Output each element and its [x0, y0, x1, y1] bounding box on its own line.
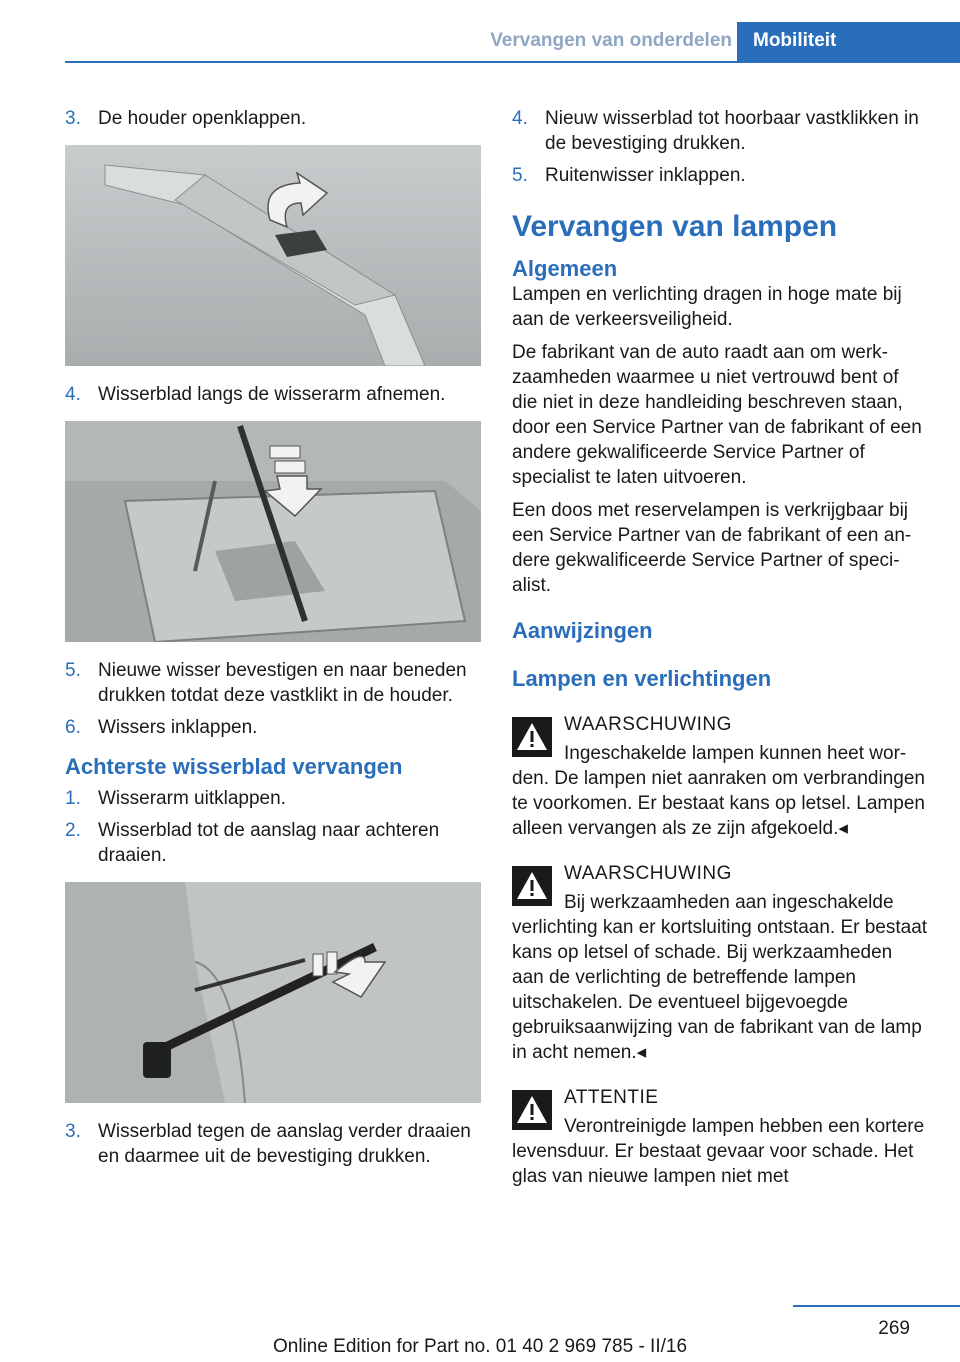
warning-triangle-icon [512, 1090, 552, 1130]
caution-text: Verontreinigde lampen hebben een kortere levensduur. Er bestaat gevaar voor schade. Het glas van nieuwe lampen niet met [512, 1116, 925, 1187]
step-press-new-blade [512, 106, 928, 156]
caution-label: ATTENTIE [564, 1087, 659, 1108]
header-section-title: Vervangen van onderdelen [490, 30, 732, 51]
caution-dirty-lamps [512, 1085, 928, 1189]
step-fold-wiper [512, 163, 928, 188]
warning-text: Ingeschakelde lampen kunnen heet worden. De lampen niet aanraken om verbrandingen te voorkomen. Er bestaat kans op letsel. Lampen alleen vervangen als ze zijn afgekoeld.◂ [512, 743, 925, 839]
heading-rear-wiper: Achterste wisserblad vervangen [65, 754, 403, 779]
footer-rule [793, 1305, 960, 1307]
paragraph-lamps-safety: Lampen en verlichting dragen in hoge mate bij aan de verkeersveiligheid. [512, 284, 902, 330]
step-fit-new-wiper [65, 658, 481, 708]
paragraph-spare-lamps: Een doos met reservelampen is verkrijgbaar bij een Service Partner van de fabrikant of een andere gekwalificeerde Service Partner of specialist. [512, 500, 912, 596]
step-number: 6. [65, 717, 81, 738]
step-text: Wisserblad langs de wisserarm afnemen. [98, 384, 446, 405]
step-rear-3 [65, 1119, 481, 1169]
header-rule [65, 61, 960, 63]
warning-label: WAARSCHUWING [564, 863, 732, 884]
step-fold-wipers [65, 715, 481, 740]
right-column [512, 100, 928, 1199]
step-text: Wisserblad tot de aanslag naar achteren draaien. [98, 820, 440, 866]
step-text: Nieuw wisserblad tot hoorbaar vastklikken in de bevestiging drukken. [545, 108, 919, 154]
step-number: 2. [65, 820, 81, 841]
step-number: 3. [65, 1121, 81, 1142]
step-remove-blade [65, 382, 481, 407]
page-number: 269 [878, 1318, 910, 1339]
heading-replace-lamps: Vervangen van lampen [512, 210, 838, 243]
step-rear-1 [65, 786, 481, 811]
step-text: Nieuwe wisser bevestigen en naar beneden drukken totdat deze vastklikt in de houder. [98, 660, 467, 706]
paragraph-service-advice: De fabrikant van de auto raadt aan om werkzaamheden waarmee u niet vertrouwd bent of die niet in deze handleiding beschreven staan, door een Service Partner van de fabrikant of een andere gekwalificeerde Service Partner of specialist te laten uitvoeren. [512, 342, 922, 488]
step-text: De houder openklappen. [98, 108, 307, 129]
step-number: 3. [65, 108, 81, 129]
heading-lamps-lighting: Lampen en verlichtingen [512, 666, 772, 691]
step-open-holder [65, 106, 481, 131]
step-number: 1. [65, 788, 81, 809]
heading-notes: Aanwijzingen [512, 618, 653, 643]
warning-short-circuit [512, 861, 928, 1065]
step-text: Wissers inklappen. [98, 717, 258, 738]
warning-hot-lamps [512, 712, 928, 841]
heading-general: Algemeen [512, 256, 618, 281]
warning-triangle-icon [512, 866, 552, 906]
step-number: 5. [512, 165, 528, 186]
step-number: 4. [65, 384, 81, 405]
warning-triangle-icon [512, 717, 552, 757]
warning-label: WAARSCHUWING [564, 714, 732, 735]
warning-text: Bij werkzaamheden aan ingeschakelde verlichting kan er kortsluiting ontstaan. Er bestaat kans op letsel of schade. Bij werkzaamheden aan de verlichting de betreffende lampen uitschakelen. De eventueel bijgevoegde gebruiksaanwijzing van de fabrikant van de lamp in acht nemen.◂ [512, 892, 928, 1063]
rear-wiper-illustration [65, 882, 481, 1103]
header-chapter-tab: Mobiliteit [737, 22, 960, 63]
step-rear-2 [65, 818, 481, 868]
step-text: Ruitenwisser inklappen. [545, 165, 746, 186]
step-number: 4. [512, 108, 528, 129]
step-number: 5. [65, 660, 81, 681]
wiper-holder-illustration [65, 145, 481, 366]
left-column [65, 100, 481, 1176]
edition-footer: Online Edition for Part no. 01 40 2 969 785 - II/16 [272, 1336, 688, 1357]
step-text: Wisserarm uitklappen. [98, 788, 286, 809]
step-text: Wisserblad tegen de aanslag verder draaien en daarmee uit de bevestiging drukken. [98, 1121, 471, 1167]
windshield-wiper-illustration [65, 421, 481, 642]
